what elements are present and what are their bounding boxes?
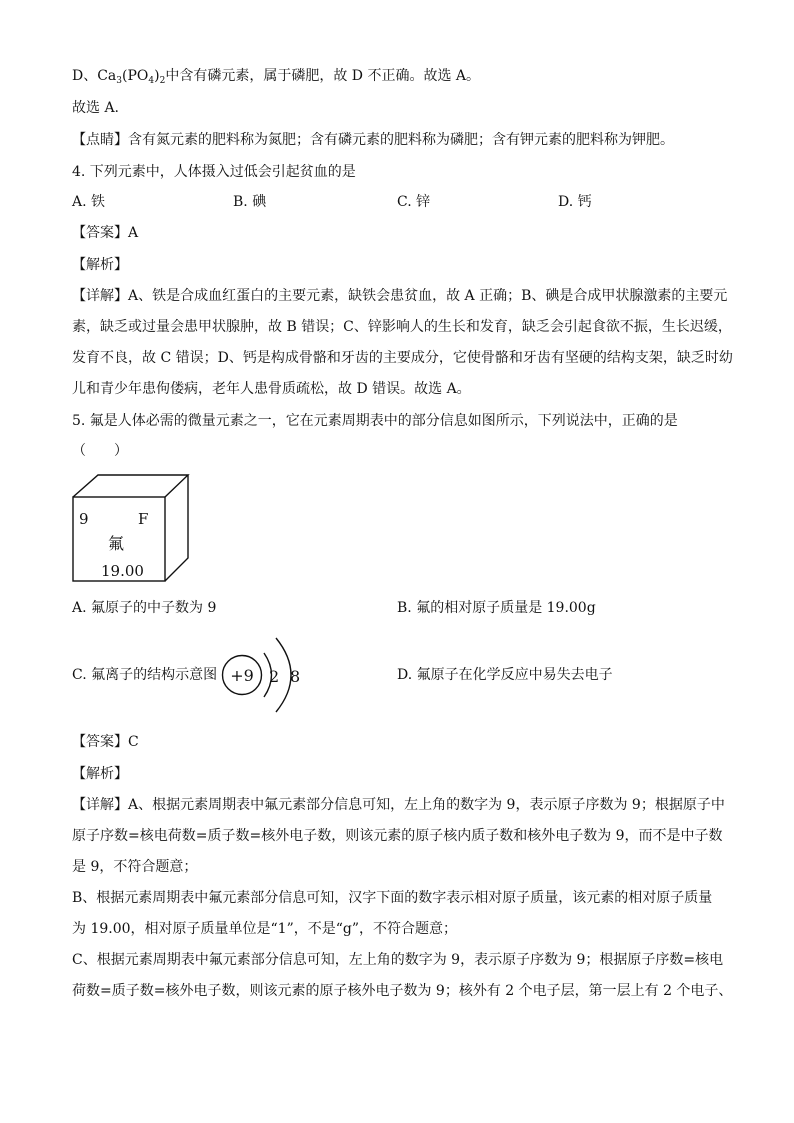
prev-answer-choice: 故选 A. xyxy=(72,100,120,116)
nucleus-charge: +9 xyxy=(230,666,254,685)
q4-option-a: A. 铁 xyxy=(72,194,106,210)
element-cube-figure xyxy=(70,472,192,584)
shell-2-electrons: 8 xyxy=(290,667,301,686)
fluoride-ion-diagram xyxy=(218,632,310,718)
q4-detail-line-3: 发育不良，故 C 错误；D、钙是构成骨骼和牙齿的主要成分，它使骨骼和牙齿有坚硬的结构支架，缺乏时幼 xyxy=(72,350,733,366)
q5-detail-line-7: 荷数=质子数=核外电子数，则该元素的原子核外电子数为 9；核外有 2 个电子层，第一层上有 2 个电子、 xyxy=(72,983,733,999)
q4-stem: 4. 下列元素中，人体摄入过低会引起贫血的是 xyxy=(72,164,356,180)
q5-option-c: C. 氟离子的结构示意图 xyxy=(72,667,218,683)
q4-detail-line-2: 素，缺乏或过量会患甲状腺肿，故 B 错误；C、锌影响人的生长和发育，缺乏会引起食欲不振，生长迟缓， xyxy=(72,319,732,335)
prev-answer-line-d: D、$Ca_3(PO_4)_2$中含有磷元素，属于磷肥，故 D 不正确。故选 A。 xyxy=(72,68,481,86)
q4-analysis-tag: 【解析】 xyxy=(72,257,128,273)
q5-detail-line-2: 原子序数=核电荷数=质子数=核外电子数，则该元素的原子核内质子数和核外电子数为 9，而不是中子数 xyxy=(72,828,723,844)
element-name: 氟 xyxy=(108,534,125,553)
q5-answer: 【答案】C xyxy=(72,734,139,750)
q4-detail-line-4: 儿和青少年患佝偻病，老年人患骨质疏松，故 D 错误。故选 A。 xyxy=(72,381,471,397)
q5-stem: 5. 氟是人体必需的微量元素之一，它在元素周期表中的部分信息如图所示，下列说法中，正确的是 xyxy=(72,413,678,429)
q5-option-d: D. 氟原子在化学反应中易失去电子 xyxy=(397,667,613,683)
q5-detail-line-6: C、根据元素周期表中氟元素部分信息可知，左上角的数字为 9，表示原子序数为 9；根据原子序数=核电 xyxy=(72,952,724,968)
q4-option-d: D. 钙 xyxy=(558,194,592,210)
q5-detail-line-5: 为 19.00，相对原子质量单位是“1”，不是“g”，不符合题意； xyxy=(72,921,458,937)
q5-detail-line-4: B、根据元素周期表中氟元素部分信息可知，汉字下面的数字表示相对原子质量，该元素的相对原子质量 xyxy=(72,890,713,906)
element-mass: 19.00 xyxy=(101,562,144,580)
q4-detail-line-1: 【详解】A、铁是合成血红蛋白的主要元素，缺铁会患贫血，故 A 正确；B、碘是合成甲状腺激素的主要元 xyxy=(72,288,728,304)
q4-answer: 【答案】A xyxy=(72,225,139,241)
shell-1-electrons: 2 xyxy=(269,667,280,686)
q5-option-a: A. 氟原子的中子数为 9 xyxy=(72,600,217,616)
q5-detail-line-1: 【详解】A、根据元素周期表中氟元素部分信息可知，左上角的数字为 9，表示原子序数为 9；根据原子中 xyxy=(72,797,725,813)
q4-option-b: B. 碘 xyxy=(233,194,267,210)
element-symbol: F xyxy=(138,510,149,528)
q5-option-b: B. 氟的相对原子质量是 19.00g xyxy=(397,600,596,616)
q5-paren: （ ） xyxy=(72,443,128,459)
q5-detail-line-3: 是 9，不符合题意； xyxy=(72,859,198,875)
point-paragraph: 【点睛】含有氮元素的肥料称为氮肥；含有磷元素的肥料称为磷肥；含有钾元素的肥料称为钾肥。 xyxy=(72,132,674,148)
q5-analysis-tag: 【解析】 xyxy=(72,766,128,782)
q4-option-c: C. 锌 xyxy=(397,194,431,210)
point-tag: 【点睛】 xyxy=(72,132,128,148)
element-atomic-number: 9 xyxy=(79,510,89,528)
